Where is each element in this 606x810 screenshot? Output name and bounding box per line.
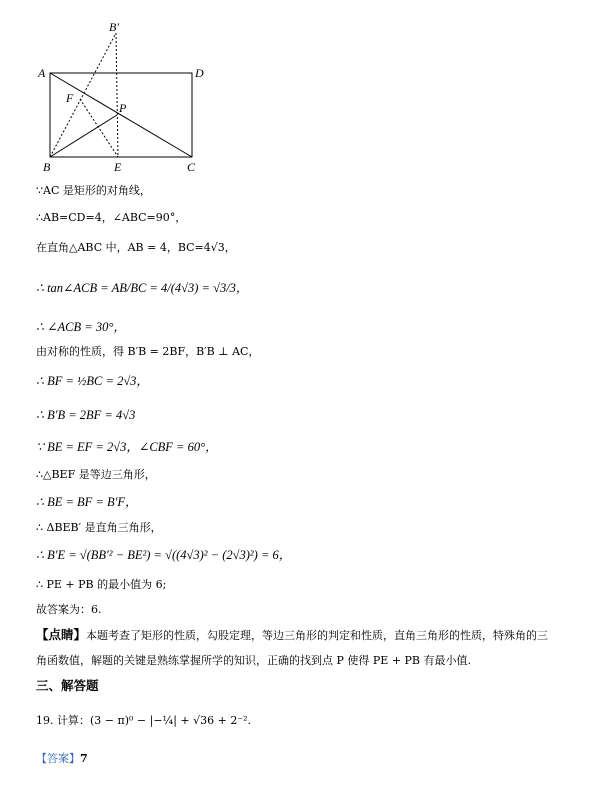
solution-line-12: ∴ ΔBEB′ 是直角三角形， — [36, 521, 162, 534]
solution-line-10: ∴△BEF 是等边三角形， — [36, 468, 156, 481]
comment-line-1 — [36, 628, 548, 643]
geometry-figure — [0, 0, 606, 190]
diagonal-ac — [50, 73, 192, 157]
question-19: 19. 计算：(3 − π)⁰ − |−¼| + √36 + 2⁻². — [36, 714, 252, 727]
label-p: P — [119, 101, 127, 115]
section-heading: 三、解答题 — [36, 678, 99, 693]
solution-line-6: 由对称的性质，得 B′B = 2BF，B′B ⊥ AC， — [36, 345, 260, 358]
solution-line-4: ∴ tan∠ACB = AB/BC = 4/(4√3) = √3/3， — [36, 281, 249, 295]
solution-line-2: ∴AB=CD=4，∠ABC=90°， — [36, 211, 187, 224]
comment-line-2: 角函数值，解题的关键是熟练掌握所学的知识，正确的找到点 P 使得 PE + PB 有最小值. — [36, 654, 472, 667]
label-f: F — [66, 91, 74, 105]
segment-bb-prime — [50, 33, 116, 157]
solution-line-3: 在直角△ABC 中，AB = 4，BC=4√3， — [36, 241, 236, 254]
answer-line — [36, 752, 88, 766]
answer-tag: 【答案】 — [36, 752, 80, 765]
solution-line-15: 故答案为：6. — [36, 603, 102, 616]
label-b: B — [43, 160, 51, 174]
solution-line-5: ∴ ∠ACB = 30°， — [36, 320, 126, 334]
segment-bp — [50, 115, 117, 157]
solution-line-1: ∵AC 是矩形的对角线， — [36, 184, 151, 197]
label-a: A — [38, 66, 46, 80]
segment-fe — [80, 99, 118, 157]
label-c: C — [187, 160, 196, 174]
comment-tag: 【点睛】 — [36, 627, 87, 642]
solution-line-11: ∴ BE = BF = B′F， — [36, 495, 138, 509]
comment-text-1: 本题考查了矩形的性质，勾股定理，等边三角形的判定和性质，直角三角形的性质，特殊角的三 — [86, 629, 549, 642]
solution-line-13: ∴ B′E = √(BB′² − BE²) = √((4√3)² − (2√3)²) = 6， — [36, 548, 292, 562]
solution-line-14: ∴ PE + PB 的最小值为 6; — [36, 578, 167, 591]
label-d: D — [195, 66, 204, 80]
segment-b-prime-e — [116, 33, 118, 157]
label-e: E — [114, 160, 122, 174]
answer-value: 7 — [80, 752, 88, 765]
label-b-prime: B′ — [109, 20, 119, 34]
solution-line-7: ∴ BF = ½BC = 2√3， — [36, 374, 149, 388]
solution-line-9: ∵ BE = EF = 2√3，∠CBF = 60°， — [36, 440, 218, 454]
solution-line-8: ∴ B′B = 2BF = 4√3 — [36, 408, 136, 422]
